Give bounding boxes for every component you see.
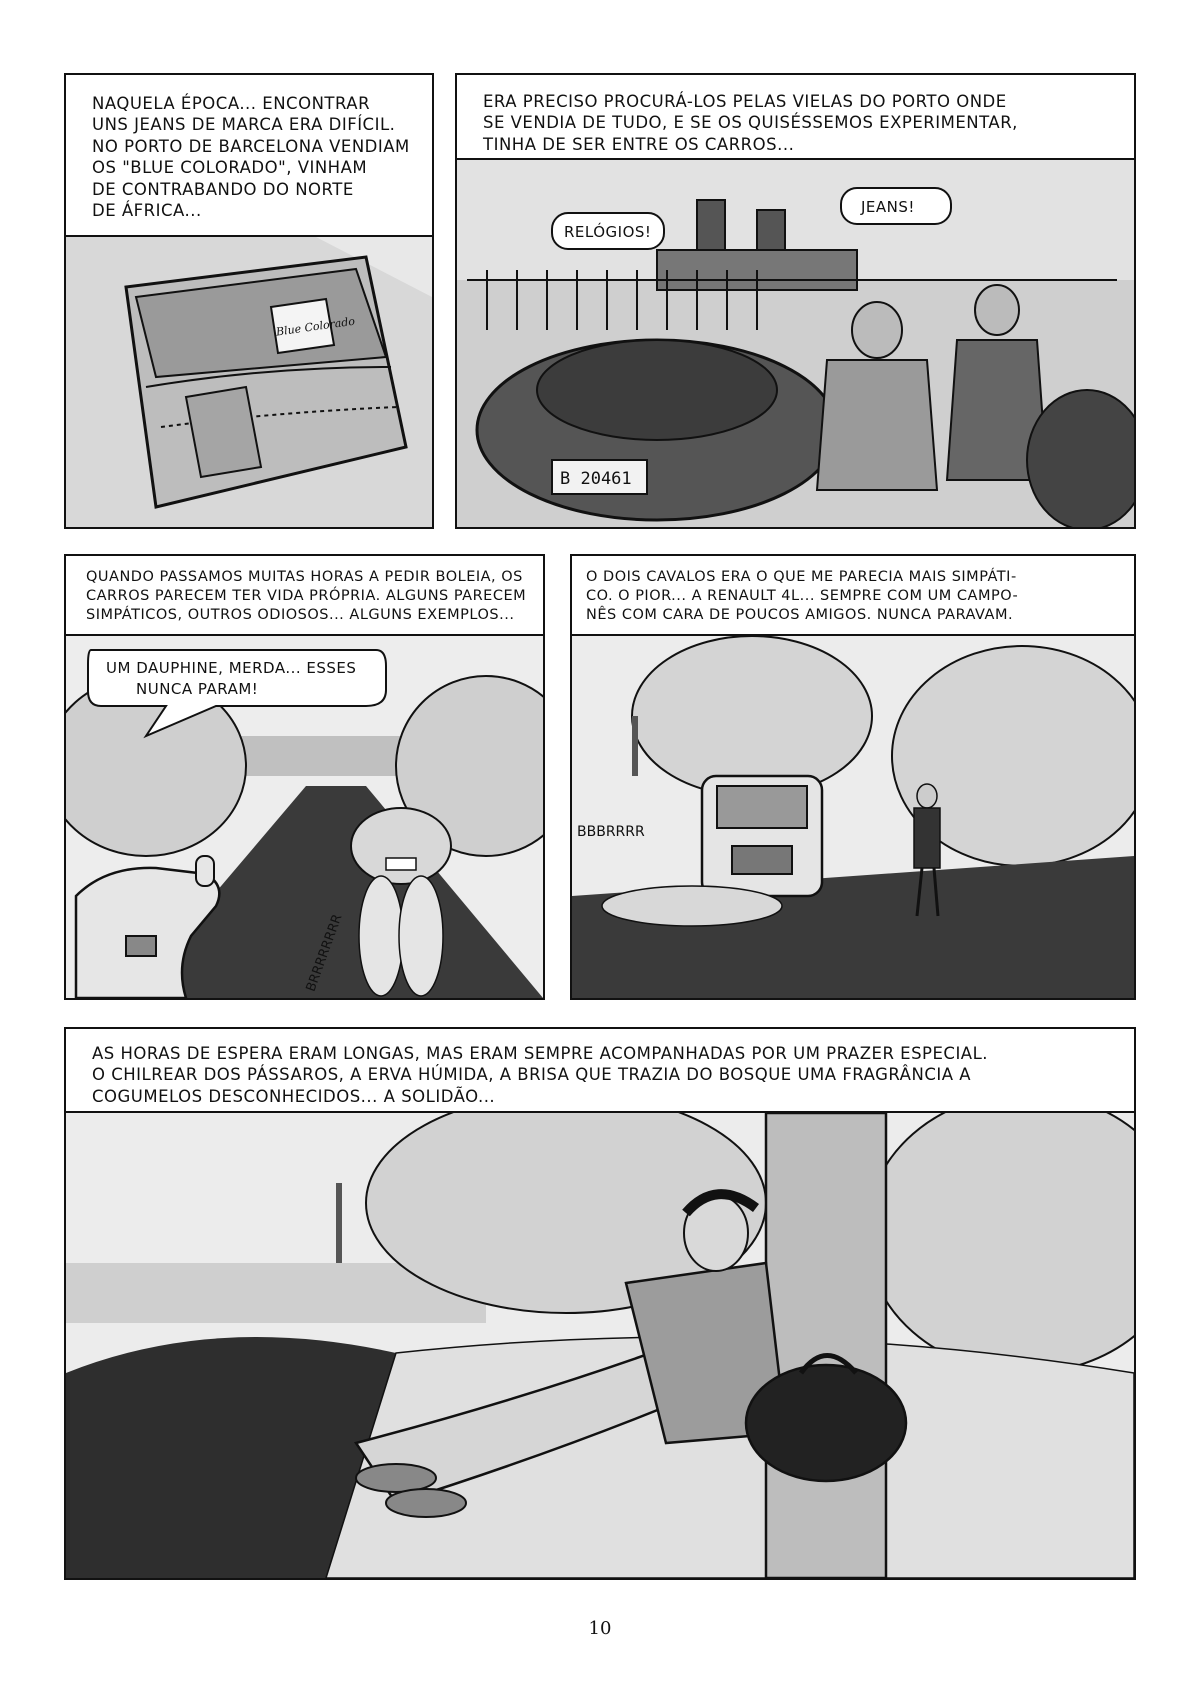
speech-bubble-jeans [841,188,951,224]
dauphine-road-illustration [66,636,543,998]
sound-effect-text: BBBRRRR [577,824,645,840]
sound-effect-text: BRRRRRRRR [303,912,346,994]
caption-line: SIMPÁTICOS, OUTROS ODIOSOS... ALGUNS EXEMPLOS... [86,606,515,623]
panel-1-jeans [64,73,434,529]
bubble-text: JEANS! [861,198,915,216]
caption-line: NÊS COM CARA DE POUCOS AMIGOS. NUNCA PARAVAM. [586,606,1014,623]
speech-bubble-relogios [552,213,664,249]
panel-4-renault [570,554,1136,1000]
caption-line: DE ÁFRICA... [92,201,202,221]
caption-line: AS HORAS DE ESPERA ERAM LONGAS, MAS ERAM SEMPRE ACOMPANHADAS POR UM PRAZER ESPECIAL. [92,1044,989,1063]
bubble-text: RELÓGIOS! [564,223,652,241]
caption-box [66,1029,1134,1113]
page-number: 10 [588,1618,612,1639]
caption-line: OS "BLUE COLORADO", VINHAM [92,158,368,178]
caption-line: COGUMELOS DESCONHECIDOS... A SOLIDÃO... [92,1086,496,1106]
jeans-label-text: Blue Colorado [275,314,356,339]
caption-line: TINHA DE SER ENTRE OS CARROS... [483,134,795,154]
caption-line: O DOIS CAVALOS ERA O QUE ME PARECIA MAIS SIMPÁTI- [586,569,1017,585]
renault-road-illustration [572,636,1134,998]
bubble-line: NUNCA PARAM! [136,680,259,698]
caption-box [66,556,543,636]
caption-line: SE VENDIA DE TUDO, E SE OS QUISÉSSEMOS EXPERIMENTAR, [483,113,1018,133]
caption-line: NO PORTO DE BARCELONA VENDIAM [92,136,410,156]
panel-5-resting [64,1027,1136,1580]
folded-jeans-illustration [66,237,432,527]
resting-under-tree-illustration [66,1113,1134,1578]
caption-line: ERA PRECISO PROCURÁ-LOS PELAS VIELAS DO PORTO ONDE [483,92,1007,111]
panel-3-hitchhike [64,554,545,1000]
caption-box [66,75,432,237]
port-scene-illustration [457,160,1134,527]
caption-line: NAQUELA ÉPOCA... ENCONTRAR [92,94,371,113]
caption-line: UNS JEANS DE MARCA ERA DIFÍCIL. [92,115,396,135]
caption-line: O CHILREAR DOS PÁSSAROS, A ERVA HÚMIDA, A BRISA QUE TRAZIA DO BOSQUE UMA FRAGRÂNCIA A [92,1065,972,1085]
caption-line: CO. O PIOR... A RENAULT 4L... SEMPRE COM UM CAMPO- [586,587,1019,604]
license-plate-text: B 20461 [560,469,632,489]
caption-line: CARROS PARECEM TER VIDA PRÓPRIA. ALGUNS PARECEM [86,587,527,604]
caption-line: QUANDO PASSAMOS MUITAS HORAS A PEDIR BOLEIA, OS [86,569,523,585]
caption-line: DE CONTRABANDO DO NORTE [92,179,354,199]
caption-box [457,75,1134,160]
bubble-line: UM DAUPHINE, MERDA... ESSES [106,659,357,677]
caption-box [572,556,1134,636]
panel-2-port [455,73,1136,529]
